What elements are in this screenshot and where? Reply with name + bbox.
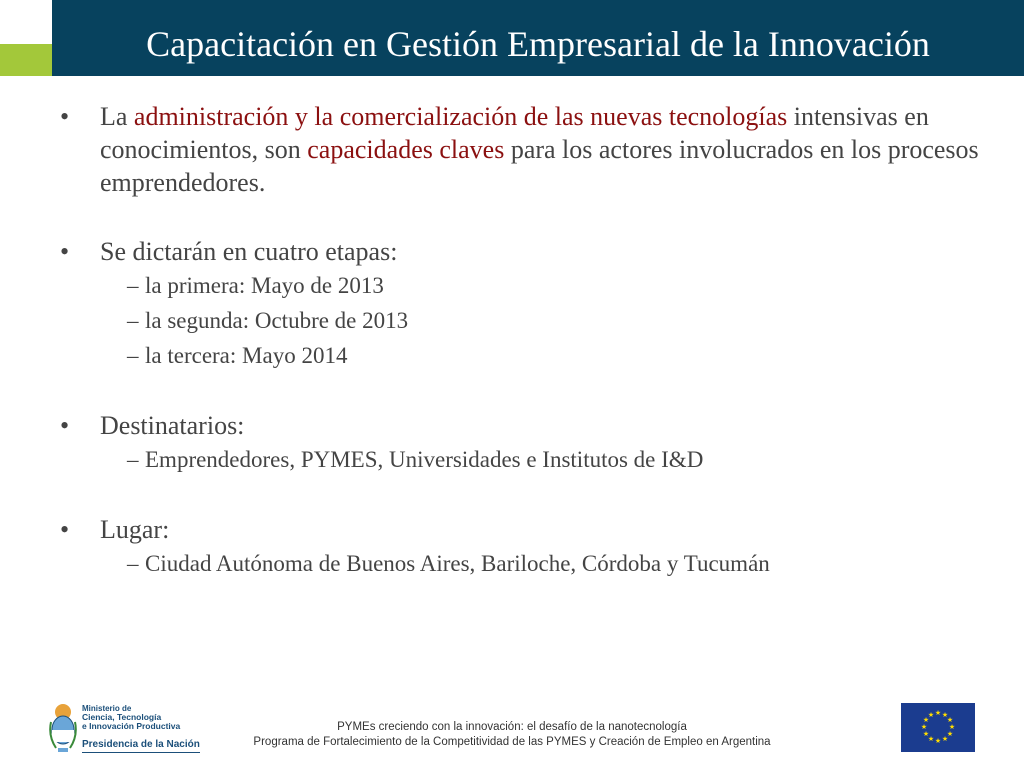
highlight-segment: administración y la comercialización de las nuevas tecnologías — [133, 102, 788, 131]
svg-text:★: ★ — [927, 735, 935, 743]
svg-text:★: ★ — [934, 709, 942, 717]
subitem — [55, 268, 985, 303]
bullet-text — [100, 102, 979, 197]
bullet-stages — [55, 235, 985, 268]
footer-line-2: Programa de Fortalecimiento de la Competitividad de las PYMES y Creación de Empleo en Argentina — [253, 736, 771, 748]
footer-line-1: PYMEs creciendo con la innovación: el desafío de la nanotecnología — [337, 721, 687, 733]
logo-line: Ciencia, Tecnología — [82, 712, 162, 722]
eu-flag-icon — [901, 703, 975, 752]
svg-text:★: ★ — [948, 723, 956, 731]
bullet-text: Se dictarán en cuatro etapas: — [100, 237, 398, 266]
svg-text:★: ★ — [927, 711, 935, 719]
svg-text:★: ★ — [922, 716, 930, 724]
presidency-label: Presidencia de la Nación — [82, 739, 200, 753]
svg-text:★: ★ — [920, 723, 928, 731]
text-segment: para los actores involucrados en los procesos emprendedores. — [100, 135, 979, 197]
bullet-dot: • — [60, 237, 70, 266]
footer — [210, 720, 814, 750]
dash-marker: – — [127, 447, 139, 472]
slide-title: Capacitación en Gestión Empresarial de la Innovación — [146, 24, 930, 64]
svg-text:★: ★ — [922, 730, 930, 738]
bullet-text: Destinatarios: — [100, 411, 245, 440]
svg-text:★: ★ — [946, 716, 954, 724]
subitem — [55, 546, 985, 581]
text-segment: intensivas en conocimientos, son — [100, 102, 929, 164]
argentina-coat-of-arms-icon — [48, 700, 78, 756]
bullet-dot: • — [60, 102, 70, 131]
title-bar — [52, 0, 1024, 76]
subitem — [55, 338, 985, 373]
highlight-segment: capacidades claves — [307, 135, 505, 164]
subitem-text: Ciudad Autónoma de Buenos Aires, Bariloche, Córdoba y Tucumán — [145, 551, 770, 576]
subitem-text: la tercera: Mayo 2014 — [145, 343, 348, 368]
bullet-text: Lugar: — [100, 515, 170, 544]
text-segment: La — [100, 102, 134, 131]
dash-marker: – — [127, 551, 139, 576]
ministry-name — [82, 704, 180, 731]
subitem — [55, 442, 985, 477]
svg-text:★: ★ — [941, 735, 949, 743]
bullet-intro — [55, 100, 985, 199]
eu-stars — [901, 703, 975, 752]
dash-marker: – — [127, 308, 139, 333]
ministry-logo — [48, 700, 203, 756]
bullet-place — [55, 513, 985, 546]
bullet-dot: • — [60, 515, 70, 544]
accent-green-bar — [0, 44, 52, 76]
svg-text:★: ★ — [934, 737, 942, 745]
dash-marker: – — [127, 343, 139, 368]
subitem-text: la primera: Mayo de 2013 — [145, 273, 384, 298]
logo-line: Ministerio de — [82, 704, 132, 713]
svg-text:★: ★ — [941, 711, 949, 719]
subitem-text: la segunda: Octubre de 2013 — [145, 308, 409, 333]
bullet-recipients — [55, 409, 985, 442]
bullet-dot: • — [60, 411, 70, 440]
slide-content — [55, 100, 985, 581]
subitem-text: Emprendedores, PYMES, Universidades e Institutos de I&D — [145, 447, 704, 472]
logo-line: e Innovación Productiva — [82, 721, 181, 731]
svg-text:★: ★ — [946, 730, 954, 738]
subitem — [55, 303, 985, 338]
dash-marker: – — [127, 273, 139, 298]
